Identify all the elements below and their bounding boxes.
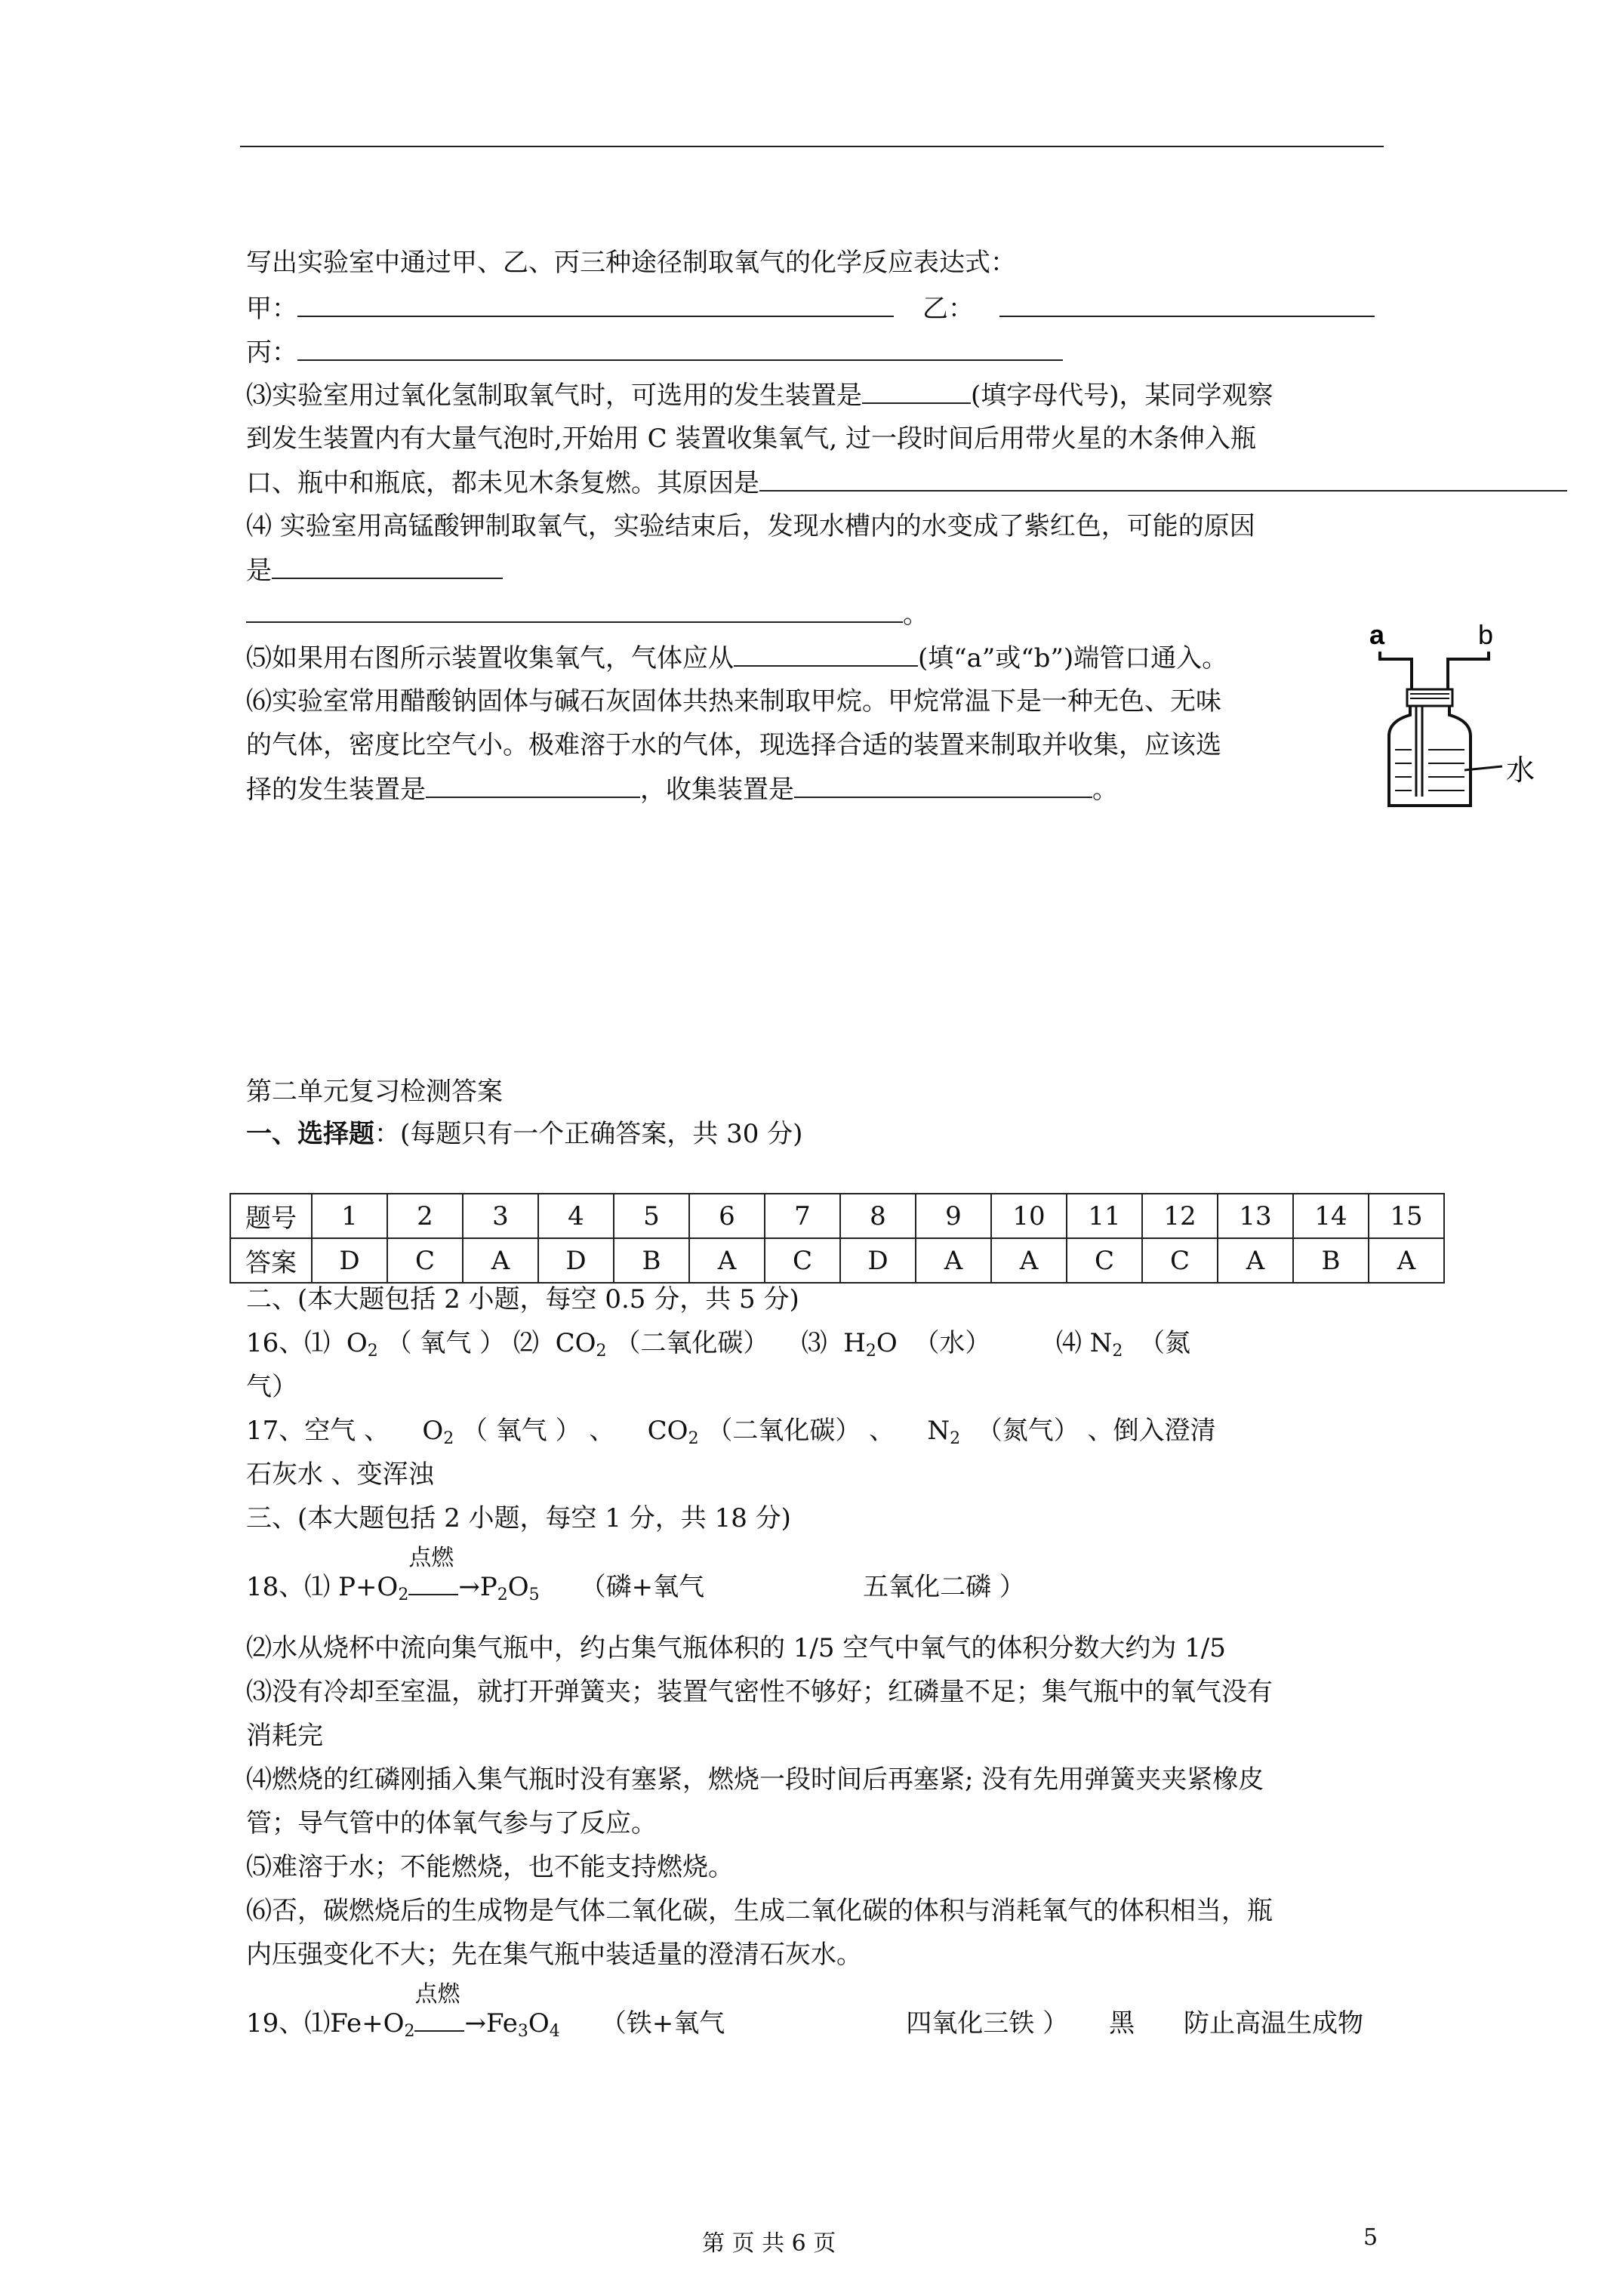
answer-18-1: 18、⑴ $P+O_2$ 点燃 $\to P_2O_5$ （磷+氧气 五氧化二磷 ） <box>246 1545 1025 1604</box>
table-cell: 2 <box>387 1194 463 1238</box>
table-cell: 7 <box>765 1194 840 1238</box>
jia-blank[interactable] <box>297 293 894 317</box>
table-cell: A <box>1369 1238 1444 1283</box>
q4-blank-2[interactable] <box>246 599 903 623</box>
table-cell: C <box>1067 1238 1142 1283</box>
q6-col-blank[interactable] <box>794 774 1092 798</box>
figure-label-b: b <box>1478 619 1494 650</box>
q6-end: 。 <box>1092 775 1118 805</box>
table-cell: D <box>312 1238 387 1283</box>
q4-blank-1[interactable] <box>272 555 503 579</box>
table-cell: 12 <box>1142 1194 1218 1238</box>
gas-bottle-figure <box>1359 615 1563 827</box>
answer-18-6b: 内压强变化不大；先在集气瓶中装适量的澄清石灰水。 <box>246 1940 862 1970</box>
a17-a: 17、空气 、 <box>246 1416 390 1446</box>
table-cell: 15 <box>1369 1194 1444 1238</box>
o2-formula: O <box>346 1328 368 1358</box>
a16-o2-name: （ 氧气 ） <box>386 1328 506 1358</box>
a16-n3: ⑶ <box>801 1328 827 1358</box>
answer-18-4a: ⑷燃烧的红磷刚插入集气瓶时没有塞紧，燃烧一段时间后再塞紧; 没有先用弹簧夹夹紧橡皮 <box>246 1764 1264 1795</box>
table-cell: 9 <box>916 1194 991 1238</box>
jia-label: 甲： <box>246 294 297 324</box>
table-cell: 5 <box>614 1194 689 1238</box>
header-rule <box>240 146 1384 147</box>
a16-n2-name: （氮 <box>1139 1328 1191 1358</box>
table-cell: B <box>614 1238 689 1283</box>
table-cell: 1 <box>312 1194 387 1238</box>
q-intro: 写出实验室中通过甲、乙、丙三种途径制取氧气的化学反应表达式： <box>246 248 1016 278</box>
table-cell: A <box>689 1238 765 1283</box>
q5-line <box>246 643 1227 673</box>
table-cell: A <box>1218 1238 1293 1283</box>
table-cell: D <box>538 1238 614 1283</box>
a17-n2-name: （氮气） 、倒入澄清 <box>976 1416 1216 1446</box>
table-cell: C <box>765 1238 840 1283</box>
q6-line2: 的气体，密度比空气小。极难溶于水的气体，现选择合适的装置来制取并收集，应该选 <box>246 730 1221 760</box>
sec1-bold: 一、选择题 <box>246 1119 374 1149</box>
q6-text-d: ，收集装置是 <box>640 775 794 805</box>
yi-label: 乙： <box>922 294 974 324</box>
q6-text-c: 择的发生装置是 <box>246 775 426 805</box>
a16-n2: ⑵ <box>513 1328 540 1358</box>
q-bing-line <box>246 337 1063 368</box>
table-cell: A <box>991 1238 1067 1283</box>
q4-text-b: 是 <box>246 556 272 586</box>
table-cell: 14 <box>1293 1194 1369 1238</box>
a18-label: 18、⑴ P+O <box>246 1572 399 1602</box>
bing-blank[interactable] <box>297 337 1063 361</box>
table-row <box>230 1238 1444 1283</box>
table-cell: C <box>387 1238 463 1283</box>
q3-line2: 到发生装置内有大量气泡时,开始用 C 装置收集氧气, 过一段时间后用带火星的木条伸入瓶 <box>246 424 1257 454</box>
q4-line1: ⑷ 实验室用高锰酸钾制取氧气，实验结束后，发现水槽内的水变成了紫红色，可能的原因 <box>246 511 1255 541</box>
table-cell: 4 <box>538 1194 614 1238</box>
footer-page-number: 5 <box>1363 2224 1378 2251</box>
answer-18-2: ⑵水从烧杯中流向集气瓶中，约占集气瓶体积的 1/5 空气中氧气的体积分数大约为 1/5 <box>246 1633 1226 1663</box>
a16-n4: ⑷ N <box>1055 1328 1113 1358</box>
table-cell: B <box>1293 1238 1369 1283</box>
footer-page-text: 第 页 共 6 页 <box>702 2230 836 2257</box>
q3-line3 <box>246 467 1567 498</box>
q6-line3 <box>246 774 1118 805</box>
a17-n2: N <box>927 1416 950 1446</box>
q5-blank[interactable] <box>734 643 918 667</box>
condition-label: 点燃 <box>414 1981 460 2008</box>
answer-16-cont: 气） <box>246 1372 297 1402</box>
a18-name: （磷+氧气 <box>580 1572 705 1602</box>
table-row <box>230 1194 1444 1238</box>
q4-line2 <box>246 555 503 586</box>
q5-text-a: ⑸如果用右图所示装置收集氧气，气体应从 <box>246 643 734 673</box>
answer-table <box>229 1193 1445 1284</box>
sec1-rest: ：(每题只有一个正确答案，共 30 分) <box>374 1119 803 1149</box>
answer-16: 16、⑴ $O_2$ （ 氧气 ） ⑵ $CO_2$ （二氧化碳） ⑶ $H_2O$ （水） ⑷ $N_2$ （氮 <box>246 1328 1191 1361</box>
reaction-arrow: 点燃 → <box>408 1545 480 1602</box>
a16-co2-name: （二氧化碳） <box>614 1328 769 1358</box>
h2o-h: H <box>843 1328 866 1358</box>
co2-formula: CO <box>555 1328 596 1358</box>
answer-17: 17、空气 、 $O_2$ （ 氧气 ） 、 $CO_2$ （二氧化碳） 、 $N_2$ （氮气） 、倒入澄清 <box>246 1416 1216 1448</box>
table-cell: A <box>916 1238 991 1283</box>
q6-gen-blank[interactable] <box>426 774 640 798</box>
a19-tail: 防止高温生成物 <box>1183 2008 1363 2039</box>
q3-device-blank[interactable] <box>862 380 971 404</box>
table-cell: A <box>463 1238 538 1283</box>
q4-end: 。 <box>903 599 929 630</box>
answer-17-cont: 石灰水 、变浑浊 <box>246 1459 434 1490</box>
answer-19-1: 19、$⑴Fe+O_2$ 点燃 $\to Fe_3O_4$ （铁+氧气 四氧化三铁 ） 黑 防止高温生成物 <box>246 1981 1363 2041</box>
q3-text-b: (填字母代号)，某同学观察 <box>971 381 1273 411</box>
a17-o2: O <box>422 1416 444 1446</box>
q3-text-d: 口、瓶中和瓶底，都未见木条复燃。其原因是 <box>246 468 759 498</box>
answers-sec1 <box>246 1119 802 1149</box>
table-cell: 13 <box>1218 1194 1293 1238</box>
q6-line1: ⑹实验室常用醋酸钠固体与碱石灰固体共热来制取甲烷。甲烷常温下是一种无色、无味 <box>246 686 1221 717</box>
a19-prod: Fe <box>485 2008 518 2039</box>
answers-sec3: 三、(本大题包括 2 小题，每空 1 分，共 18 分) <box>246 1503 791 1533</box>
answer-18-3b: 消耗完 <box>246 1721 323 1751</box>
figure-label-a: a <box>1369 619 1385 650</box>
condition-label: 点燃 <box>408 1545 454 1571</box>
a19-name2: 四氧化三铁 ） <box>906 2008 1069 2039</box>
q3-reason-blank[interactable] <box>759 467 1567 492</box>
a18-prod: P <box>479 1572 497 1602</box>
answer-18-6a: ⑹否，碳燃烧后的生成物是气体二氧化碳，生成二氧化碳的体积与消耗氧气的体积相当，瓶 <box>246 1896 1273 1926</box>
a19-name: （铁+氧气 <box>600 2008 725 2039</box>
row1-head: 题号 <box>230 1194 312 1238</box>
table-cell: 10 <box>991 1194 1067 1238</box>
a18-name2: 五氧化二磷 ） <box>863 1572 1025 1602</box>
a19-prod2: O <box>528 2008 550 2039</box>
q3-line1 <box>246 380 1273 411</box>
a19-label: 19、⑴Fe+O <box>246 2008 405 2039</box>
a17-co2-name: （二氧化碳） 、 <box>707 1416 895 1446</box>
a18-prod2: O <box>507 1572 529 1602</box>
q-jia-yi-line <box>246 293 1375 324</box>
answer-18-5: ⑸难溶于水；不能燃烧，也不能支持燃烧。 <box>246 1852 734 1882</box>
table-cell: 8 <box>840 1194 916 1238</box>
a17-co2: CO <box>647 1416 688 1446</box>
table-cell: C <box>1142 1238 1218 1283</box>
figure-label-water: 水 <box>1506 754 1535 787</box>
a19-black: 黑 <box>1109 2008 1135 2039</box>
h2o-o: O <box>876 1328 898 1358</box>
answers-title: 第二单元复习检测答案 <box>246 1077 503 1107</box>
table-cell: 6 <box>689 1194 765 1238</box>
q5-text-b: (填“a”或“b”)端管口通入。 <box>918 643 1228 673</box>
a16-n1: 16、⑴ <box>246 1328 331 1358</box>
q3-text-a: ⑶实验室用过氧化氢制取氧气时，可选用的发生装置是 <box>246 381 862 411</box>
bing-label: 丙： <box>246 337 297 368</box>
answer-18-4b: 管；导气管中的体氧气参与了反应。 <box>246 1808 657 1838</box>
table-cell: D <box>840 1238 916 1283</box>
answer-18-3a: ⑶没有冷却至室温，就打开弹簧夹；装置气密性不够好；红磷量不足；集气瓶中的氧气没有 <box>246 1677 1273 1707</box>
answers-sec2: 二、(本大题包括 2 小题，每空 0.5 分，共 5 分) <box>246 1284 799 1314</box>
table-cell: 3 <box>463 1194 538 1238</box>
row2-head: 答案 <box>230 1238 312 1283</box>
q4-line3 <box>246 599 929 630</box>
yi-blank[interactable] <box>999 293 1375 317</box>
reaction-arrow: 点燃 → <box>414 1981 486 2039</box>
a16-h2o-name: （水） <box>913 1328 991 1358</box>
a17-o2-name: （ 氧气 ） 、 <box>462 1416 615 1446</box>
table-cell: 11 <box>1067 1194 1142 1238</box>
